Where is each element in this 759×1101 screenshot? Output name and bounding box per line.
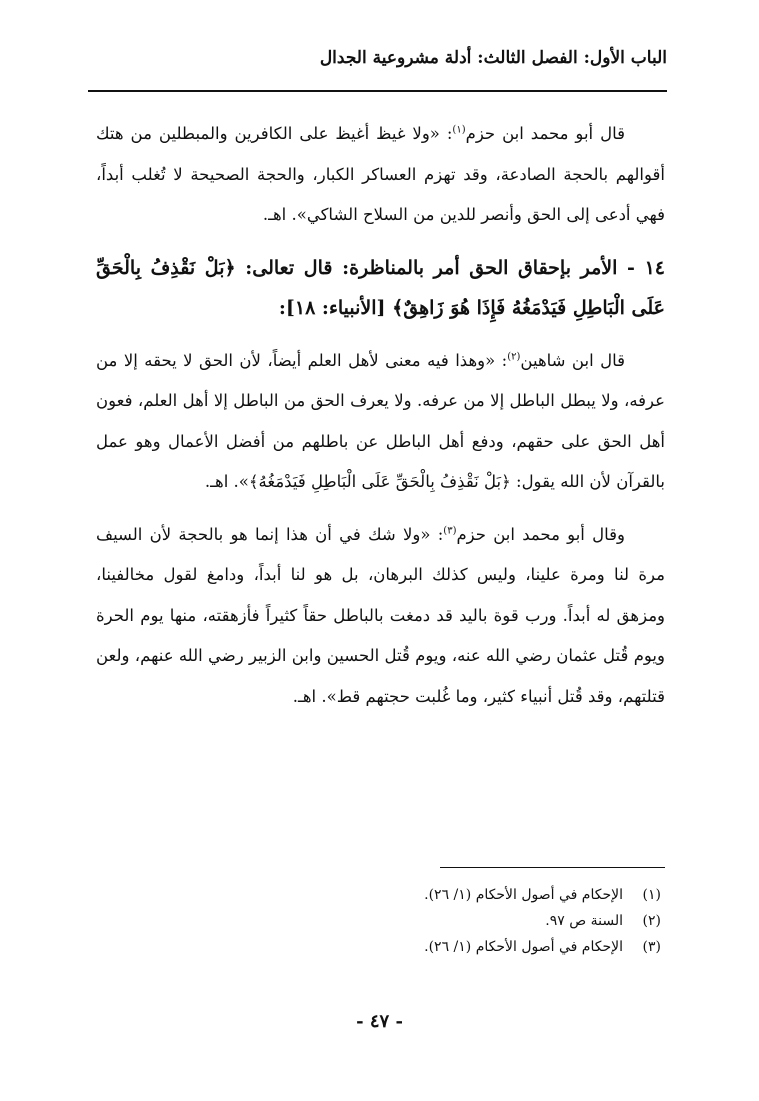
footnote-text: الإحكام في أصول الأحكام (١/ ٢٦).	[424, 887, 623, 903]
footnote-item	[96, 908, 661, 934]
footnote-text: الإحكام في أصول الأحكام (١/ ٢٦).	[424, 939, 623, 955]
footnote-separator	[440, 867, 665, 868]
footnote-number: (١)	[642, 887, 661, 903]
paragraph-text: : «وهذا فيه معنى لأهل العلم أيضاً، لأن الحق لا يحقه إلا من عرفه، ولا يبطل الباطل إلا من عرفه. ولا يعرف الحق من الباطل إلا أهل العلم، فعون أهل الحق على حقهم، ودفع أهل الباطل عن باطلهم من أفضل الأعمال وهو عمل بالقرآن لأن الله يقول: ﴿بَلْ نَقْذِفُ بِالْحَقِّ عَلَى الْبَاطِلِ فَيَدْمَغُهُ﴾». اهـ.	[96, 350, 665, 491]
paragraph-lead: قال أبو محمد ابن حزم	[465, 124, 625, 143]
paragraph-text: : «ولا غيظ أغيظ على الكافرين والمبطلين من هتك أقوالهم بالحجة الصادعة، وقد تهزم العساكر الكبار، والحجة الصحيحة لا تُغلب أبداً، فهي أدعى إلى الحق وأنصر للدين من السلاح الشاكي». اهـ.	[96, 124, 665, 224]
header-rule	[88, 90, 667, 92]
footnote-number: (٢)	[642, 913, 661, 929]
footnote-ref-3[interactable]: (٣)	[443, 525, 457, 536]
footnote-ref-1[interactable]: (١)	[452, 124, 466, 136]
running-head: الباب الأول: الفصل الثالث: أدلة مشروعية الجدال	[319, 48, 667, 68]
footnote-number: (٣)	[642, 939, 661, 955]
paragraph-lead: وقال أبو محمد ابن حزم	[456, 524, 626, 544]
footnote-ref-2[interactable]: (٢)	[507, 351, 521, 362]
footnote-text: السنة ص ٩٧.	[545, 913, 623, 929]
paragraph-ibn-shahin	[96, 341, 665, 503]
paragraph-ibn-hazm-1	[96, 114, 665, 236]
paragraph-ibn-hazm-2	[96, 515, 665, 718]
footnote-item	[96, 882, 661, 908]
footnotes	[96, 882, 661, 960]
paragraph-lead: قال ابن شاهين	[520, 350, 625, 370]
body-text	[96, 114, 665, 717]
page-number: - ٤٧ -	[356, 1011, 403, 1032]
section-heading-14: ١٤ - الأمر بإحقاق الحق أمر بالمناظرة: قال تعالى: ﴿بَلْ نَقْذِفُ بِالْحَقِّ عَلَى الْبَاطِلِ فَيَدْمَغُهُ فَإِذَا هُوَ زَاهِقٌ﴾ [الأنبياء: ١٨]:	[96, 256, 665, 319]
footnote-item	[96, 934, 661, 960]
paragraph-text: : «ولا شك في أن هذا إنما هو بالحجة لأن السيف مرة لنا ومرة علينا، وليس كذلك البرهان، بل هو لنا أبداً، ودامغ لقول مخالفينا، ومزهق له أبداً. ورب قوة باليد قد دمغت بالباطل حقاً كثيراً فأزهقته، منها يوم الحرة ويوم قُتل عثمان رضي الله عنه، ويوم قُتل الحسين وابن الزبير رضي الله عنهم، ولعن قتلتهم، وقد قُتل أنبياء كثير، وما غُلبت حجتهم قط». اهـ.	[96, 524, 665, 706]
